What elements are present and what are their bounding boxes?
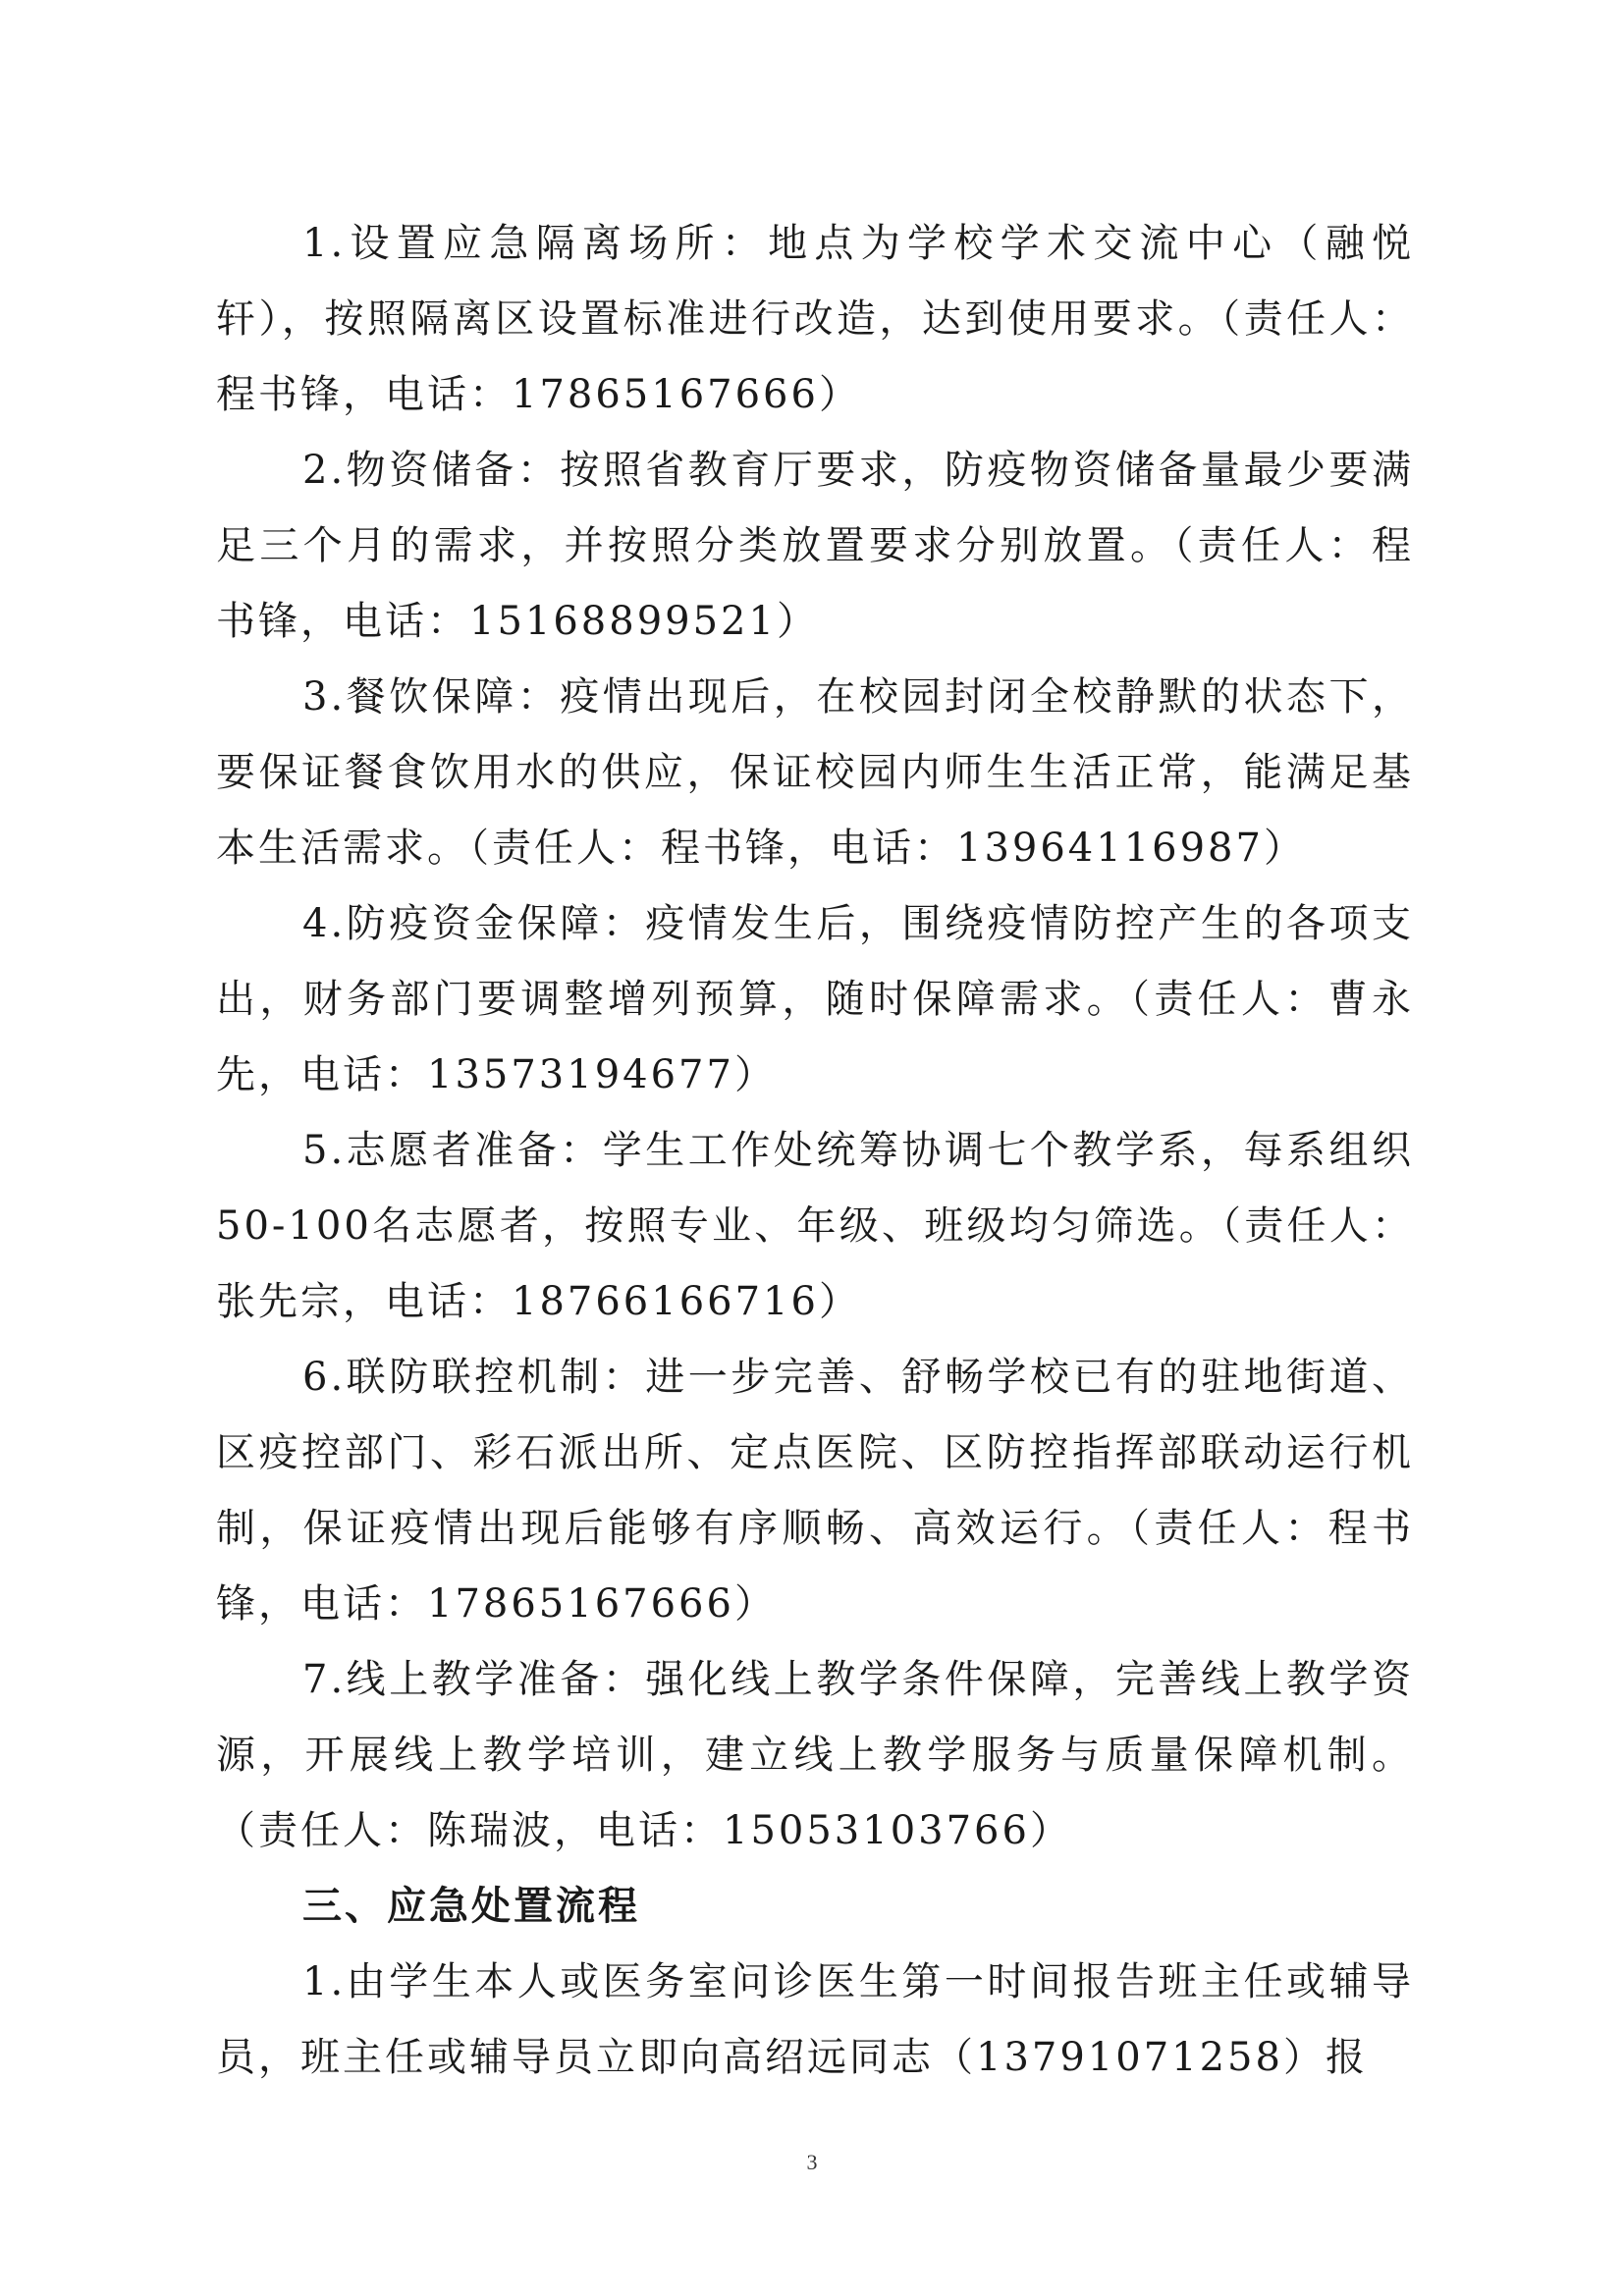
paragraph-online-teaching: 7.线上教学准备：强化线上教学条件保障，完善线上教学资源，开展线上教学培训，建立线上教学服务与质量保障机制。（责任人：陈瑞波，电话：15053103766） [216, 1657, 1414, 1853]
paragraph-funding-guarantee: 4.防疫资金保障：疫情发生后，围绕疫情防控产生的各项支出，财务部门要调整增列预算，随时保障需求。（责任人：曹永先，电话：13573194677） [216, 901, 1414, 1097]
paragraph-supplies-reserve: 2.物资储备：按照省教育厅要求，防疫物资储备量最少要满足三个月的需求，并按照分类放置要求分别放置。（责任人：程书锋，电话：15168899521） [216, 448, 1414, 644]
paragraph-joint-prevention: 6.联防联控机制：进一步完善、舒畅学校已有的驻地街道、区疫控部门、彩石派出所、定点医院、区防控指挥部联动运行机制，保证疫情出现后能够有序顺畅、高效运行。（责任人：程书锋，电话：17865167666） [216, 1355, 1414, 1627]
paragraph-catering-guarantee: 3.餐饮保障：疫情出现后，在校园封闭全校静默的状态下，要保证餐食饮用水的供应，保证校园内师生生活正常，能满足基本生活需求。（责任人：程书锋，电话：13964116987） [216, 674, 1414, 871]
section-heading: 三、应急处置流程 [302, 1884, 640, 1929]
page-number: 3 [806, 2150, 818, 2174]
paragraph-reporting-procedure: 1.由学生本人或医务室问诊医生第一时间报告班主任或辅导员，班主任或辅导员立即向高绍远同志（13791071258）报 [216, 1959, 1414, 2080]
paragraph-volunteer-preparation: 5.志愿者准备：学生工作处统筹协调七个教学系，每系组织50-100名志愿者，按照专业、年级、班级均匀筛选。（责任人：张先宗，电话：18766166716） [216, 1128, 1414, 1324]
paragraph-isolation-site: 1.设置应急隔离场所：地点为学校学术交流中心（融悦轩），按照隔离区设置标准进行改造，达到使用要求。（责任人：程书锋，电话：17865167666） [216, 221, 1414, 417]
document-body [216, 206, 1414, 2096]
